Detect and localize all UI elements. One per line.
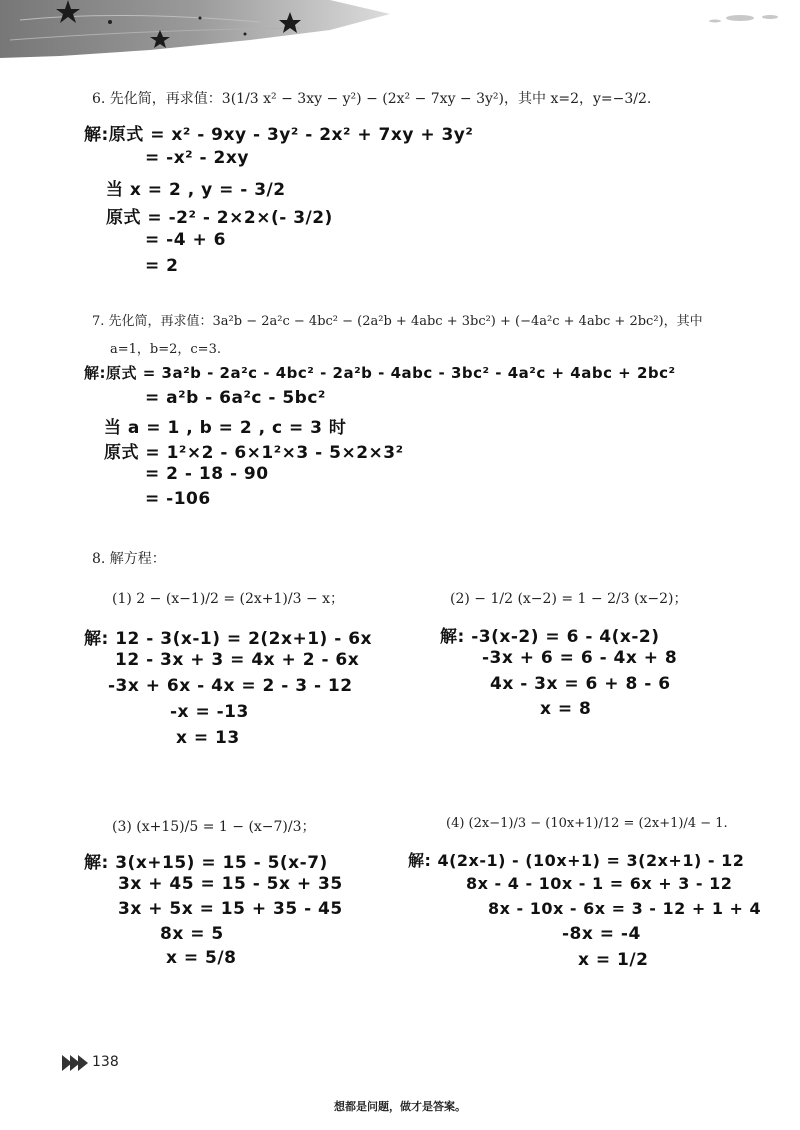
answer-line: 8x - 4 - 10x - 1 = 6x + 3 - 12 xyxy=(466,874,733,893)
answer-line: 8x = 5 xyxy=(160,924,224,944)
question-6-prompt: 6. 先化简，再求值：3(1/3 x² − 3xy − y²) − (2x² − 7xy − 3y²)，其中 x=2，y=−3/2. xyxy=(92,91,652,107)
question-7-prompt-conditions: a=1，b=2，c=3. xyxy=(110,342,221,357)
answer-line: 3x + 45 = 15 - 5x + 35 xyxy=(118,874,343,894)
question-8-part-3-prompt: (3) (x+15)/5 = 1 − (x−7)/3； xyxy=(112,819,316,835)
answer-line: 12 - 3x + 3 = 4x + 2 - 6x xyxy=(115,650,360,670)
answer-line: x = 1/2 xyxy=(578,950,649,970)
answer-line: 解: -3(x-2) = 6 - 4(x-2) xyxy=(440,627,660,647)
answer-line: x = 8 xyxy=(540,699,592,719)
answer-line: 当 a = 1 , b = 2 , c = 3 时 xyxy=(104,418,347,438)
answer-line: = 2 - 18 - 90 xyxy=(145,464,269,484)
question-7-prompt: 7. 先化简，再求值：3a²b − 2a²c − 4bc² − (2a²b + 4abc + 3bc²) + (−4a²c + 4abc + 2bc²)，其中 xyxy=(92,314,703,329)
answer-line: 解: 4(2x-1) - (10x+1) = 3(2x+1) - 12 xyxy=(408,851,745,870)
answer-line: 8x - 10x - 6x = 3 - 12 + 1 + 4 xyxy=(488,899,762,918)
header-banner xyxy=(0,0,800,70)
answer-line: = a²b - 6a²c - 5bc² xyxy=(145,388,326,408)
answer-line: 解: 3(x+15) = 15 - 5(x-7) xyxy=(84,853,328,873)
answer-line: = 2 xyxy=(145,256,179,276)
answer-line: 解:原式 = 3a²b - 2a²c - 4bc² - 2a²b - 4abc - 3bc² - 4a²c + 4abc + 2bc² xyxy=(84,364,676,382)
question-8-part-2-prompt: (2) − 1/2 (x−2) = 1 − 2/3 (x−2)； xyxy=(450,591,688,607)
page-arrow-icon xyxy=(62,1055,88,1071)
answer-line: = -106 xyxy=(145,489,211,509)
answer-line: x = 13 xyxy=(176,728,240,748)
page-number: 138 xyxy=(92,1054,119,1070)
answer-line: 原式 = -2² - 2×2×(- 3/2) xyxy=(106,208,333,228)
answer-line: 3x + 5x = 15 + 35 - 45 xyxy=(118,899,343,919)
answer-line: 4x - 3x = 6 + 8 - 6 xyxy=(490,674,671,694)
question-8-part-1-prompt: (1) 2 − (x−1)/2 = (2x+1)/3 − x； xyxy=(112,591,345,607)
answer-line: 原式 = 1²×2 - 6×1²×3 - 5×2×3² xyxy=(104,443,404,463)
answer-line: = -4 + 6 xyxy=(145,230,226,250)
answer-line: = -x² - 2xy xyxy=(145,148,249,168)
answer-line: 当 x = 2 , y = - 3/2 xyxy=(106,180,286,200)
question-8-part-4-prompt: (4) (2x−1)/3 − (10x+1)/12 = (2x+1)/4 − 1. xyxy=(446,816,728,831)
question-8-title: 8. 解方程： xyxy=(92,551,166,567)
answer-line: -3x + 6x - 4x = 2 - 3 - 12 xyxy=(108,676,353,696)
footer-motto: 想都是问题，做才是答案。 xyxy=(334,1100,466,1113)
answer-line: 解:原式 = x² - 9xy - 3y² - 2x² + 7xy + 3y² xyxy=(84,125,474,145)
answer-line: x = 5/8 xyxy=(166,948,237,968)
answer-line: 解: 12 - 3(x-1) = 2(2x+1) - 6x xyxy=(84,629,372,649)
answer-line: -x = -13 xyxy=(170,702,249,722)
answer-line: -3x + 6 = 6 - 4x + 8 xyxy=(482,648,678,668)
answer-line: -8x = -4 xyxy=(562,924,641,944)
